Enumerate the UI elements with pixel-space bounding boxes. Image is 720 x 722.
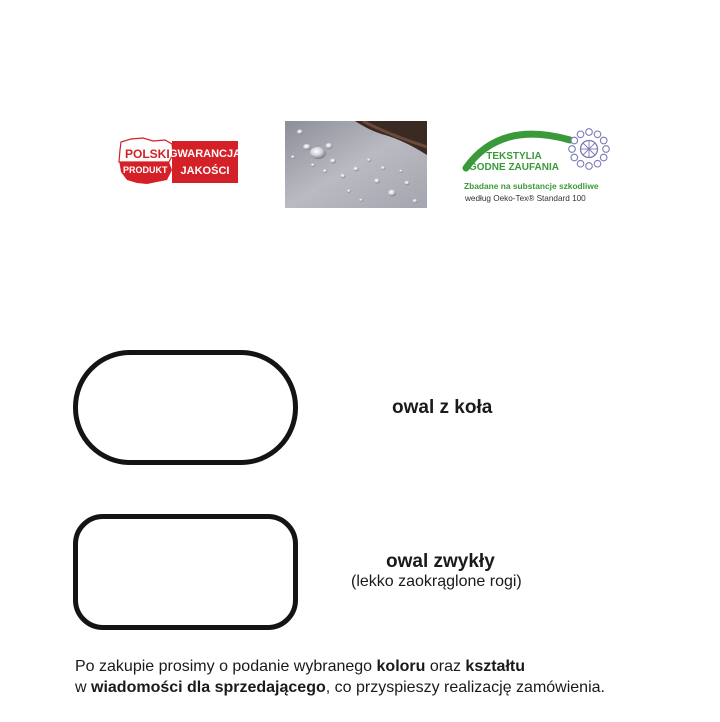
produkt-text: PRODUKT — [123, 165, 168, 175]
note-text: Po zakupie prosimy o podanie wybranego — [75, 658, 377, 675]
oval-regular-label: owal zwykły — [386, 551, 495, 572]
oeko-tex-badge — [460, 122, 618, 208]
water-droplets-photo — [285, 121, 427, 208]
oval-regular-sublabel: (lekko zaokrąglone rogi) — [351, 573, 522, 590]
note-line-1 — [75, 656, 605, 677]
note-text: oraz — [425, 658, 466, 675]
note-text: w — [75, 679, 91, 696]
oeko-standard-text: według Oeko-Tex® Standard 100 — [465, 194, 586, 203]
order-instructions-note — [75, 656, 605, 698]
note-text: , co przyspieszy realizację zamówienia. — [325, 679, 605, 696]
tekstylia-text: TEKSTYLIA — [486, 151, 542, 162]
gwarancja-text: GWARANCJA — [168, 148, 240, 160]
note-bold-shape: kształtu — [465, 658, 525, 675]
note-line-2 — [75, 677, 605, 698]
oval-shape-rounded-corners — [73, 514, 298, 630]
polish-product-quality-badge — [117, 136, 240, 189]
oeko-tex-logo — [460, 122, 618, 208]
godne-zaufania-text: GODNE ZAUFANIA — [469, 162, 559, 173]
note-bold-message: wiadomości dla sprzedającego — [91, 679, 326, 696]
zbadane-text: Zbadane na substancje szkodliwe — [464, 181, 599, 191]
note-bold-color: koloru — [376, 658, 426, 675]
oval-shape-circle-ends — [73, 350, 298, 465]
jakosci-text: JAKOŚCI — [180, 165, 230, 177]
polish-product-logo — [117, 136, 240, 189]
water-droplets-image — [285, 121, 427, 208]
oval-circle-label: owal z koła — [392, 397, 493, 418]
polski-text: POLSKI — [125, 147, 170, 161]
flower-icon — [569, 129, 610, 170]
